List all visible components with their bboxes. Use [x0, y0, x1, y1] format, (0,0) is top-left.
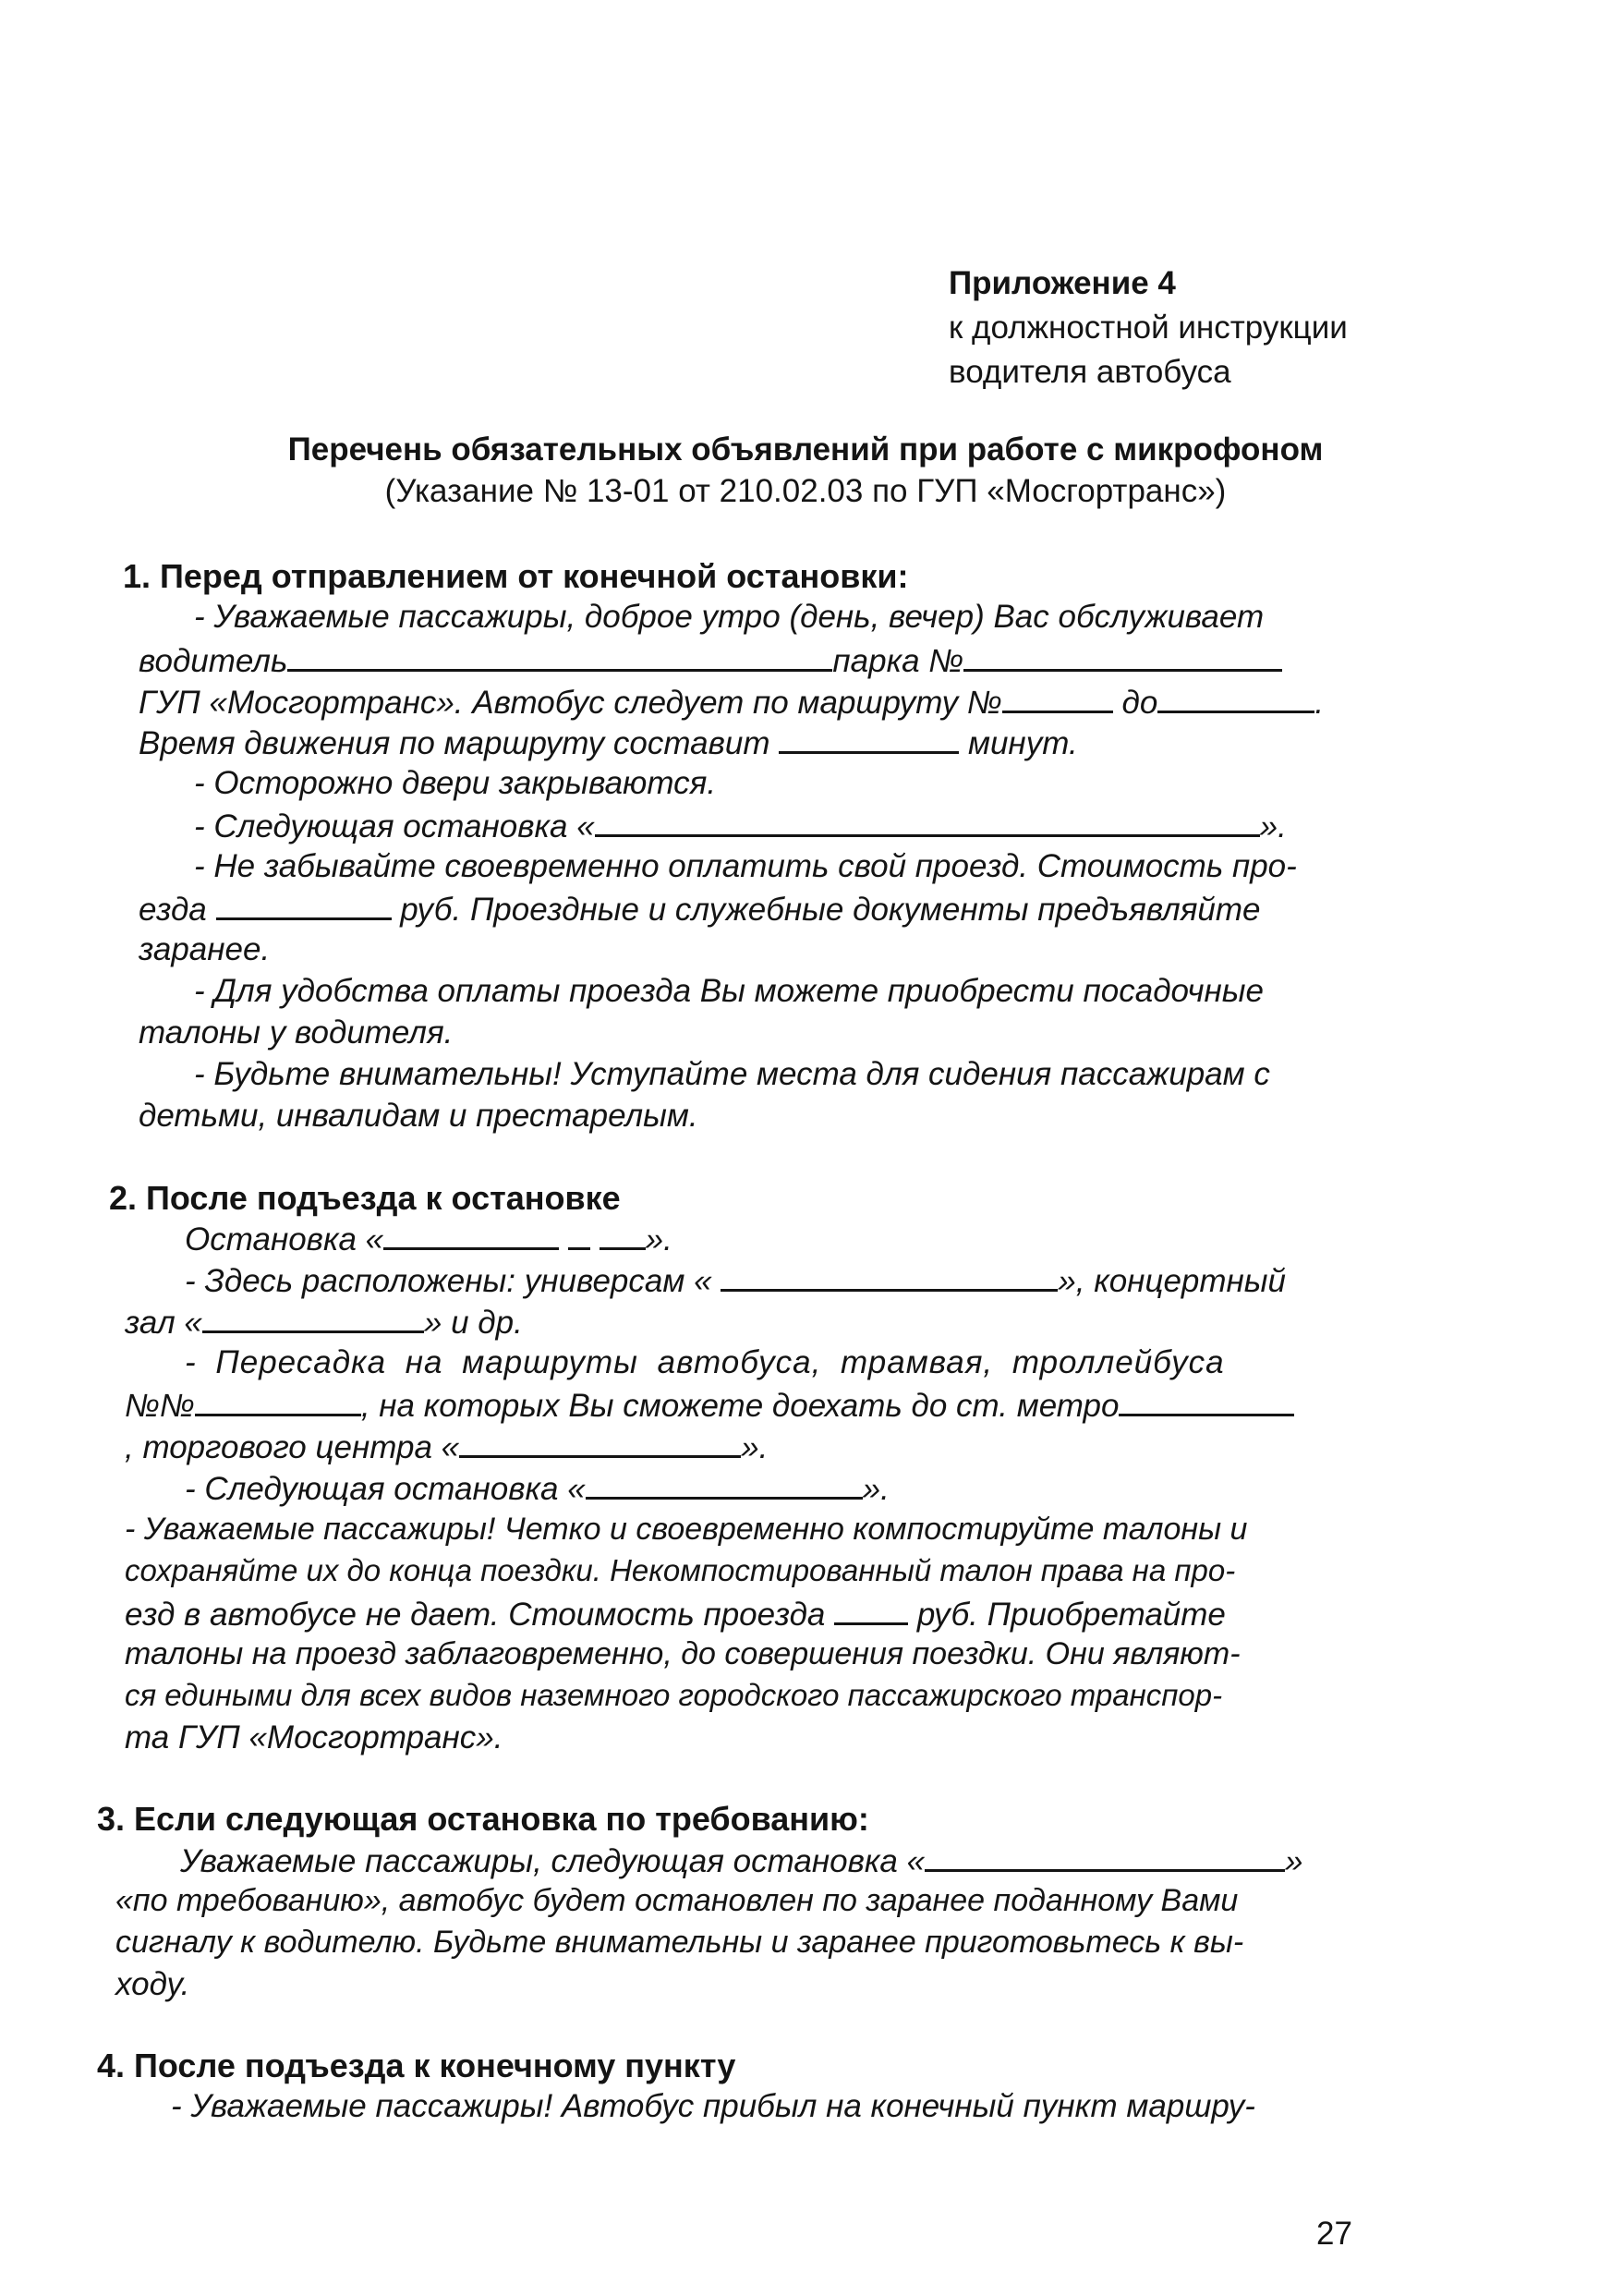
- text-fragment: » и др.: [423, 1305, 523, 1341]
- text-line: [194, 807, 1287, 845]
- text-line: [125, 1386, 1294, 1425]
- text-line: «по требованию», автобус будет остановлен по заранее поданному Вами: [115, 1883, 1239, 1918]
- text-line: - Уважаемые пассажиры, доброе утро (день, вечер) Вас обслуживает: [194, 599, 1265, 635]
- text-fragment: ГУП «Мосгортранс». Автобус следует по маршруту №: [139, 685, 1002, 721]
- text-fragment: ».: [645, 1221, 672, 1257]
- text-fragment: зал «: [125, 1305, 202, 1341]
- fill-blank: [195, 1386, 361, 1416]
- text-line: - Осторожно двери закрываются.: [194, 765, 717, 801]
- fill-blank: [834, 1595, 908, 1625]
- text-fragment: ».: [862, 1471, 890, 1507]
- fill-blank: [202, 1303, 424, 1333]
- section-heading: 2. После подъезда к остановке: [109, 1179, 621, 1217]
- text-fragment: парка №: [832, 643, 964, 679]
- text-line: - Пересадка на маршруты автобуса, трамвая, троллейбуса: [185, 1344, 1225, 1380]
- text-line: [185, 1261, 1286, 1300]
- text-fragment: Уважаемые пассажиры, следующая остановка «: [180, 1843, 926, 1879]
- text-line: - Уважаемые пассажиры! Автобус прибыл на конечный пункт маршру-: [171, 2088, 1255, 2124]
- fill-blank: [459, 1427, 741, 1458]
- text-fragment: ».: [1259, 808, 1287, 844]
- text-line: [125, 1595, 1226, 1634]
- text-fragment: водитель: [139, 643, 288, 679]
- text-line: [125, 1303, 523, 1342]
- fill-blank: [383, 1220, 559, 1250]
- text-fragment: »: [1285, 1843, 1303, 1879]
- text-line: заранее.: [139, 931, 271, 967]
- appendix-line: к должностной инструкции: [949, 310, 1348, 346]
- text-fragment: .: [1314, 685, 1325, 721]
- section-heading: 3. Если следующая остановка по требованию:: [97, 1800, 869, 1838]
- text-fragment: езд в автобусе не дает. Стоимость проезда: [125, 1597, 826, 1633]
- text-fragment: - Следующая остановка «: [194, 808, 595, 844]
- page-number: 27: [1316, 2216, 1352, 2252]
- text-line: [139, 890, 1261, 929]
- text-line: та ГУП «Мосгортранс».: [125, 1719, 503, 1755]
- section-heading: 1. Перед отправлением от конечной остановки:: [123, 557, 909, 595]
- fill-blank: [1002, 683, 1113, 713]
- text-line: ходу.: [115, 1966, 190, 2002]
- text-line: [185, 1469, 890, 1508]
- text-fragment: Остановка «: [185, 1221, 384, 1257]
- text-fragment: Время движения по маршруту составит: [139, 725, 770, 761]
- text-fragment: езда: [139, 892, 207, 928]
- appendix-line: водителя автобуса: [949, 354, 1231, 390]
- text-line: талоны на проезд заблаговременно, до совершения поездки. Они являют-: [125, 1636, 1241, 1671]
- text-line: талоны у водителя.: [139, 1014, 454, 1051]
- document-title: Перечень обязательных объявлений при работе с микрофоном: [287, 431, 1324, 468]
- text-line: [139, 723, 1078, 762]
- text-line: [139, 683, 1324, 722]
- appendix-number: Приложение 4: [949, 265, 1176, 301]
- text-fragment: руб. Приобретайте: [916, 1597, 1226, 1633]
- text-line: сигналу к водителю. Будьте внимательны и заранее приготовьтесь к вы-: [115, 1925, 1244, 1960]
- text-fragment: до: [1121, 685, 1158, 721]
- text-fragment: - Следующая остановка «: [185, 1471, 586, 1507]
- text-line: [125, 1427, 768, 1466]
- fill-blank: [600, 1220, 646, 1250]
- document-subtitle: (Указание № 13-01 от 210.02.03 по ГУП «Мосгортранс»): [384, 473, 1227, 509]
- text-fragment: , торгового центра «: [125, 1429, 460, 1465]
- fill-blank: [721, 1261, 1058, 1292]
- fill-blank: [779, 723, 959, 754]
- text-fragment: руб. Проездные и служебные документы предъявляйте: [400, 892, 1261, 928]
- fill-blank: [216, 890, 392, 920]
- section-heading: 4. После подъезда к конечному пункту: [97, 2047, 736, 2084]
- text-fragment: минут.: [967, 725, 1078, 761]
- text-line: [180, 1841, 1303, 1880]
- text-line: - Будьте внимательны! Уступайте места для сидения пассажирам с: [194, 1056, 1270, 1092]
- text-line: детьми, инвалидам и престарелым.: [139, 1098, 698, 1134]
- text-line: сохраняйте их до конца поездки. Некомпостированный талон права на про-: [125, 1553, 1236, 1587]
- fill-blank: [925, 1841, 1285, 1872]
- text-line: [185, 1220, 672, 1258]
- fill-blank: [1119, 1386, 1294, 1416]
- fill-blank: [1157, 683, 1314, 713]
- fill-blank: [963, 641, 1282, 672]
- text-line: [139, 641, 1282, 680]
- fill-blank: [568, 1220, 590, 1250]
- text-line: - Для удобства оплаты проезда Вы можете приобрести посадочные: [194, 973, 1265, 1009]
- text-line: - Уважаемые пассажиры! Четко и своевременно компостируйте талоны и: [125, 1512, 1248, 1547]
- text-fragment: , на которых Вы сможете доехать до ст. метро: [360, 1388, 1120, 1424]
- text-fragment: ».: [741, 1429, 769, 1465]
- text-fragment: №№: [125, 1388, 195, 1424]
- text-line: ся едиными для всех видов наземного городского пассажирского транспор-: [125, 1678, 1223, 1712]
- fill-blank: [595, 807, 1260, 837]
- text-line: - Не забывайте своевременно оплатить свой проезд. Стоимость про-: [194, 848, 1297, 884]
- fill-blank: [287, 641, 832, 672]
- text-fragment: », концертный: [1058, 1263, 1287, 1299]
- appendix-block: [949, 261, 1348, 395]
- fill-blank: [586, 1469, 863, 1500]
- text-fragment: - Здесь расположены: универсам «: [185, 1263, 712, 1299]
